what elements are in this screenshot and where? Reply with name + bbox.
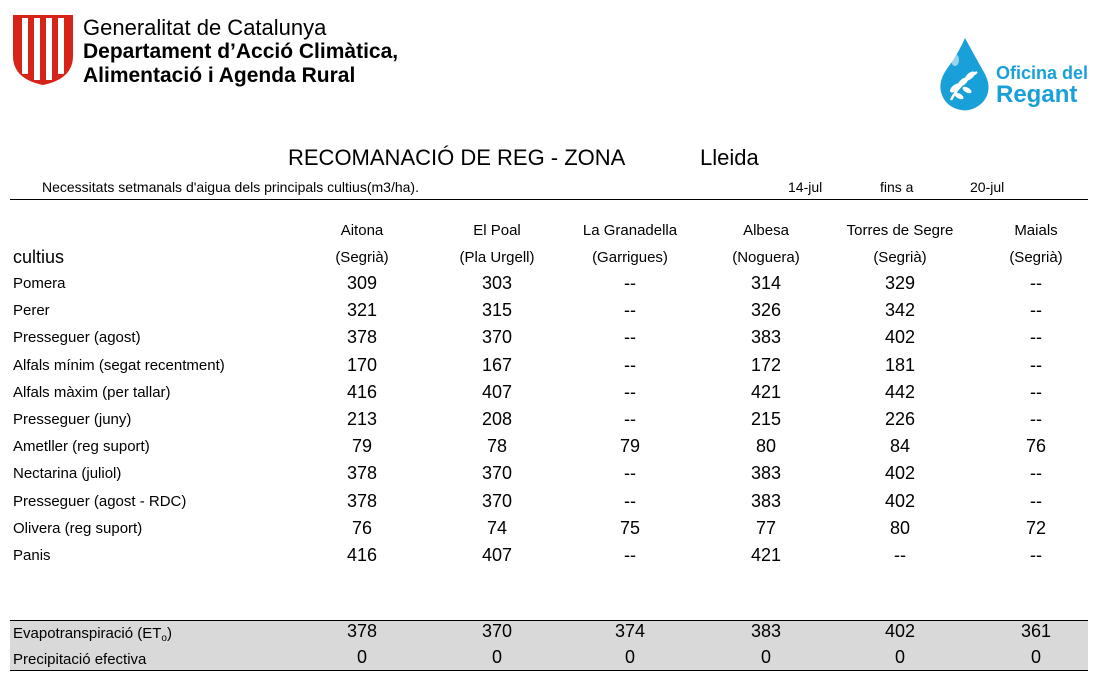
period-end: 20-jul (970, 179, 1005, 195)
table-cell: -- (624, 300, 636, 321)
column-header-region: (Segrià) (1009, 249, 1063, 266)
et-cell: 374 (614, 621, 646, 641)
table-cell: 80 (889, 517, 911, 538)
et-cell: 402 (884, 621, 916, 641)
table-cell: 76 (351, 517, 373, 538)
gov-name-line: Generalitat de Catalunya (83, 15, 327, 40)
table-cell: 383 (750, 463, 782, 484)
table-cell: -- (624, 409, 636, 429)
table-row-crop: Alfals màxim (per tallar) (13, 383, 171, 401)
table-cell: 370 (481, 463, 513, 484)
table-cell: 167 (481, 354, 513, 375)
footer-divider (10, 670, 1088, 671)
column-header-name: Albesa (743, 222, 789, 239)
table-cell: 416 (346, 381, 378, 402)
pe-cell: 0 (760, 647, 771, 667)
department-line-2: Alimentació i Agenda Rural (83, 64, 356, 87)
pe-row-label: Precipitació efectiva (13, 651, 147, 668)
water-drop-icon (937, 36, 993, 112)
table-row-crop: Alfals mínim (segat recentment) (13, 356, 225, 374)
table-cell: 407 (481, 381, 513, 402)
column-header-region: (Pla Urgell) (459, 249, 535, 266)
department-name (83, 16, 398, 88)
table-cell: 172 (750, 354, 782, 375)
department-line-1: Departament d’Acció Climàtica, (83, 40, 399, 63)
table-row-crop: Olivera (reg suport) (13, 519, 143, 537)
period-separator: fins a (880, 179, 914, 195)
table-cell: 421 (750, 545, 782, 565)
table-cell: -- (624, 273, 636, 293)
table-cell: 76 (1025, 436, 1047, 457)
column-header-region: (Garrigues) (592, 249, 668, 266)
table-cell: 213 (346, 409, 378, 429)
table-cell: 77 (755, 517, 777, 538)
et-label-subscript: o (161, 633, 167, 644)
period-start: 14-jul (788, 179, 823, 195)
table-cell: 226 (884, 409, 916, 429)
office-name-line-1: Oficina del (996, 63, 1089, 83)
column-header-name: Maials (1014, 222, 1058, 239)
table-cell: -- (624, 327, 636, 348)
table-cell: 442 (884, 381, 916, 402)
table-cell: 79 (351, 436, 373, 457)
table-cell: 74 (486, 517, 508, 538)
table-cell: 208 (481, 409, 513, 429)
table-cell: -- (1030, 354, 1042, 375)
column-header-name: La Granadella (582, 222, 678, 239)
table-row-crop: Presseguer (juny) (13, 411, 132, 428)
office-name-line-2: Regant (996, 81, 1078, 108)
table-cell: -- (1030, 463, 1042, 484)
table-cell: 309 (346, 273, 378, 293)
table-cell: 421 (750, 381, 782, 402)
pe-cell: 0 (1030, 647, 1041, 667)
table-cell: -- (1030, 327, 1042, 348)
table-cell: 342 (884, 300, 916, 321)
table-cell: 402 (884, 327, 916, 348)
table-cell: 303 (481, 273, 513, 293)
table-cell: -- (894, 545, 906, 565)
table-cell: 315 (481, 300, 513, 321)
table-cell: -- (624, 463, 636, 484)
table-cell: 170 (346, 354, 378, 375)
table-cell: 402 (884, 490, 916, 511)
table-cell: -- (624, 381, 636, 402)
et-label-close: ) (166, 625, 172, 642)
pe-cell: 0 (356, 647, 367, 667)
column-header-name: El Poal (473, 222, 521, 239)
office-name (996, 62, 1088, 106)
table-row-crop: Ametller (reg suport) (13, 438, 150, 456)
table-cell: 370 (481, 490, 513, 511)
table-cell: 314 (750, 273, 782, 293)
pe-cell: 0 (491, 647, 502, 667)
table-cell: 326 (750, 300, 782, 321)
table-cell: -- (624, 545, 636, 565)
table-row-crop: Panis (13, 547, 51, 564)
table-cell: 383 (750, 327, 782, 348)
table-row-crop: Presseguer (agost - RDC) (13, 492, 187, 510)
et-row-label (13, 625, 172, 644)
table-row-crop: Pomera (13, 275, 66, 292)
table-cell: -- (1030, 490, 1042, 511)
table-cell: -- (624, 490, 636, 511)
report-title: RECOMANACIÓ DE REG - ZONA (288, 145, 626, 170)
table-cell: 80 (755, 436, 777, 457)
table-cell: 75 (619, 517, 641, 538)
crop-column-header: cultius (13, 247, 65, 267)
column-header-name: Aitona (340, 222, 384, 239)
table-row-crop: Perer (13, 302, 50, 320)
table-cell: 383 (750, 490, 782, 511)
table-row-crop: Presseguer (agost) (13, 329, 141, 347)
table-cell: 407 (481, 545, 513, 565)
report-description: Necessitats setmanals d'aigua dels principals cultius(m3/ha). (42, 179, 419, 195)
table-cell: 215 (750, 409, 782, 429)
table-cell: 321 (346, 300, 378, 321)
table-cell: 72 (1025, 517, 1047, 538)
pe-cell: 0 (894, 647, 905, 667)
table-cell: 181 (884, 354, 916, 375)
report-zone: Lleida (700, 145, 759, 170)
table-cell: 78 (486, 436, 508, 457)
table-cell: -- (1030, 273, 1042, 293)
et-cell: 378 (346, 621, 378, 641)
table-cell: -- (1030, 300, 1042, 321)
column-header-region: (Segrià) (335, 249, 389, 266)
table-cell: -- (1030, 409, 1042, 429)
table-cell: -- (1030, 545, 1042, 565)
table-cell: 378 (346, 327, 378, 348)
generalitat-logo (12, 14, 74, 86)
table-row-crop: Nectarina (juliol) (13, 465, 122, 483)
table-cell: 378 (346, 463, 378, 484)
pe-cell: 0 (624, 647, 635, 667)
et-cell: 370 (481, 621, 513, 641)
et-cell: 361 (1020, 621, 1052, 641)
table-cell: -- (624, 354, 636, 375)
table-cell: 370 (481, 327, 513, 348)
et-cell: 383 (750, 621, 782, 641)
et-label-text: Evapotranspiració (ET (13, 625, 162, 642)
column-header-region: (Segrià) (873, 249, 927, 266)
column-header-name: Torres de Segre (846, 222, 954, 239)
column-header-region: (Noguera) (732, 249, 800, 266)
header-divider (10, 199, 1088, 200)
table-cell: 378 (346, 490, 378, 511)
table-cell: -- (1030, 381, 1042, 402)
table-cell: 329 (884, 273, 916, 293)
table-cell: 402 (884, 463, 916, 484)
table-cell: 84 (889, 436, 911, 457)
table-cell: 416 (346, 545, 378, 565)
table-cell: 79 (619, 436, 641, 457)
